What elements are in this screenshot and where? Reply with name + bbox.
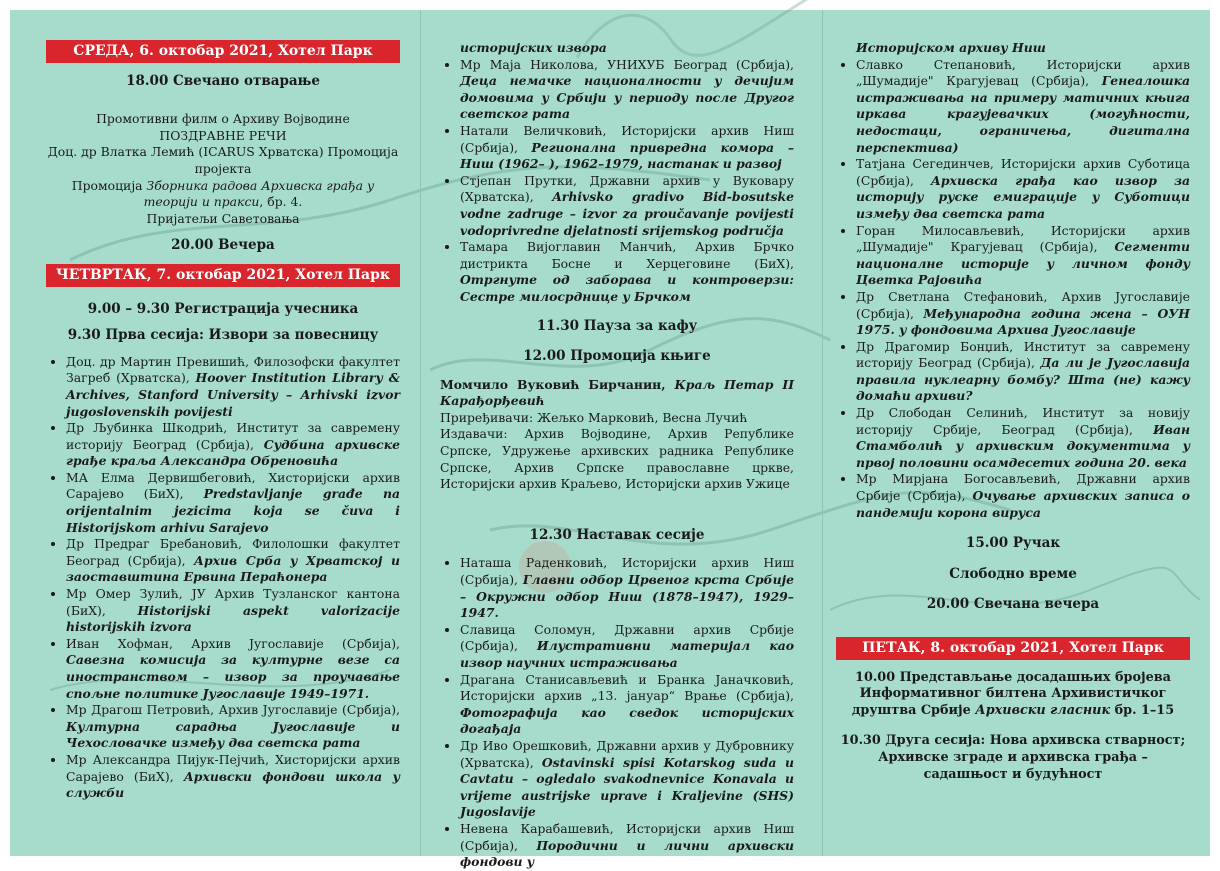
book-promotion: 12.00 Промоција књиге — [523, 348, 711, 365]
talk-item: • Др Слободан Селинић, Институт за новију историју Србије, Београд (Србија), Иван Стамболић у архивским документима у првој половини осамдесетих година 20. века — [856, 405, 1190, 471]
session-continuation-talks — [440, 555, 794, 870]
talk-item: • Татјана Сегединчев, Историјски архив Суботица (Србија), Архивска грађа као извор за историју руске емиграције у Суботици између два светска рата — [856, 156, 1190, 222]
coffee-break: 11.30 Пауза за кафу — [536, 317, 698, 334]
session-1-title: 9.30 Прва сесија: Извори за повесницу — [67, 327, 379, 344]
talk-item: • Драгана Станисављевић и Бранка Јаначковић, Историјски архив „13. јануар“ Врање (Србија), Фотографија као сведок историјских догађаја — [460, 672, 794, 738]
talk-item: • Мр Маја Николова, УНИХУБ Београд (Србија), Деца немачке националности у дечијим домовима у Србији у периоду после Другог светског рата — [460, 57, 794, 123]
free-time: Слободно време — [949, 565, 1077, 582]
talk-item: • МА Елма Дервишбеговић, Хисторијски архив Сарајево (БиХ), Predstavljanje građe na orijentalnim jezicima koja se čuva i Historijskom arhivu Sarajevo — [66, 470, 400, 536]
session-1-talks — [46, 354, 400, 802]
talk-item: • Славица Соломун, Државни архив Србије (Србија), Илустративни материјал као извор научних истраживања — [460, 622, 794, 672]
talk-item: • Др Иво Орешковић, Државни архив у Дубровнику (Хрватска), Ostavinski spisi Kotarskog suda u Cavtatu – ogledalo svakodnevnice Konavala u vrijeme austrijske uprave i Kraljevine (SHS) Jugoslavije — [460, 738, 794, 821]
program-line-4: Промоција Зборника радова Архивска грађа у теорији и пракси, бр. 4. — [71, 177, 375, 210]
column-middle — [440, 40, 794, 871]
column-left — [46, 40, 400, 802]
opening-ceremony: 18.00 Свечано отварање — [126, 72, 320, 89]
talk-item: • Славко Степановић, Историјски архив „Шумадије" Крагујевац (Србија), Генеалошка истраживања на примеру матичних књига иркава крагујевачких (могућности, недостаци, ограничења, дигитална перспектива) — [856, 57, 1190, 157]
session-continuation-talks-2 — [836, 57, 1190, 522]
fold-line-left — [420, 10, 421, 856]
talk-item: • Мр Мирјана Богосављевић, Државни архив Србије (Србија), Очување архивских записа о пандемији корона вируса — [856, 471, 1190, 521]
day-banner-wednesday: СРЕДА, 6. октобар 2021, Хотел Парк — [46, 40, 400, 63]
bulletin-presentation: 10.00 Представљање досадашњих бројева Информативног билтена Архивистичког друштва Србије Архивски гласник бр. 1–15 — [851, 669, 1175, 718]
lunch: 15.00 Ручак — [965, 535, 1061, 552]
program-line-5: Пријатељи Саветовања — [146, 210, 300, 226]
book-info: Момчило Вуковић Бирчанин, Краљ Петар II Карађорђевић — [440, 376, 794, 409]
day-banner-thursday: ЧЕТВРТАК, 7. октобар 2021, Хотел Парк — [46, 264, 400, 287]
column-right — [836, 40, 1190, 783]
registration: 9.00 – 9.30 Регистрација учесника — [87, 300, 359, 317]
session-1-talks-continued — [440, 57, 794, 306]
talk-item: • Мр Александра Пијук-Пејчић, Хисторијски архив Сарајево (БиХ), Архивски фондови школа у служби — [66, 752, 400, 802]
dinner: 20.00 Вечера — [171, 237, 275, 254]
brochure-page — [10, 10, 1210, 870]
talk-item: • Мр Омер Зулић, ЈУ Архив Тузланског кантона (БиХ), Historijski aspekt valorizacije historijskih izvora — [66, 586, 400, 636]
talk-item: • Натали Величковић, Историјски архив Ниш (Србија), Регионална привредна комора – Ниш (1962– ), 1962–1979, настанак и развој — [460, 123, 794, 173]
session-continuation: 12.30 Наставак сесије — [529, 526, 705, 543]
program-line-2: ПОЗДРАВНЕ РЕЧИ — [159, 127, 287, 143]
gala-dinner: 20.00 Свечана вечера — [926, 596, 1100, 613]
talk-item: • Др Драгомир Бонџић, Институт за савремену историју Београд (Србија), Да ли је Југославија правила нуклеарну бомбу? Шта (не) кажу домаћи архиви? — [856, 339, 1190, 405]
talk-item: • Тамара Вијоглавин Манчић, Архив Брчко дистрикта Босне и Херцеговине (БиХ), Отргнуте од заборава и контроверзи: Сестре милосрднице у Брчком — [460, 239, 794, 305]
book-editors: Приређивачи: Жељко Марковић, Весна Лучић — [440, 409, 748, 425]
talk-item: • Невена Карабашевић, Историјски архив Ниш (Србија), Породични и лични архивски фондови у — [460, 821, 794, 871]
talk-item: • Наташа Раденковић, Историјски архив Ниш (Србија), Главни одбор Црвеног крста Србије – Окружни одбор Ниш (1878–1947), 1929–1947. — [460, 555, 794, 621]
talk-item: • Др Предраг Бребановић, Филолошки факултет Београд (Србија), Архив Срба у Хрватској и заоставштина Ервина Пераћонера — [66, 536, 400, 586]
carryover-text: Историјском архиву Ниш — [856, 40, 1046, 55]
talk-item: • Стјепан Прутки, Државни архив у Вуковару (Хрватска), Arhivsko gradivo Bid-bosutske vodne zadruge – izvor za proučavanje povijesti vodoprivredne djelatnosti srijemskog područja — [460, 173, 794, 239]
talk-item: • Горан Милосављевић, Историјски архив „Шумадије" Крагујевац (Србија), Сегменти националне историје у личном фонду Цветка Рајовића — [856, 223, 1190, 289]
fold-line-right — [822, 10, 823, 856]
program-line-1: Промотивни филм о Архиву Војводине — [96, 111, 350, 127]
talk-item: • Доц. др Мартин Превишић, Филозофски факултет Загреб (Хрватска), Hoover Institution Library & Archives, Stanford University – Arhivski izvor jugoslovenskih povijesti — [66, 354, 400, 420]
session-2-title: 10.30 Друга сесија: Нова архивска стварност; Архивске зграде и архивска грађа – садашњост и будућност — [840, 733, 1186, 782]
talk-item: • Мр Драгош Петровић, Архив Југославије (Србија), Културна сарадња Југославије и Чехословачке између два светска рата — [66, 702, 400, 752]
book-publishers: Издавачи: Архив Војводине, Архив Републике Српске, Удружење архивских радника Републике Српске, Архив Српске православне цркве, Историјски архив Краљево, Историјски архив Ужице — [440, 426, 794, 492]
talk-item: • Иван Хофман, Архив Југославије (Србија), Савезна комисија за културне везе са иностранством – извор за проучавање спољне политике Југославије 1949–1971. — [66, 636, 400, 702]
carryover-text: историјских извора — [460, 40, 607, 55]
talk-item: • Др Светлана Стефановић, Архив Југославије (Србија), Међународна година жена – ОУН 1975. у фондовима Архива Југославије — [856, 289, 1190, 339]
talk-item: • Др Љубинка Шкодрић, Институт за савремену историју Београд (Србија), Судбина архивске грађе краља Александра Обреновића — [66, 420, 400, 470]
day-banner-friday: ПЕТАК, 8. октобар 2021, Хотел Парк — [836, 637, 1190, 660]
program-line-3: Доц. др Влатка Лемић (ICARUS Хрватска) Промоција пројекта — [47, 144, 399, 176]
